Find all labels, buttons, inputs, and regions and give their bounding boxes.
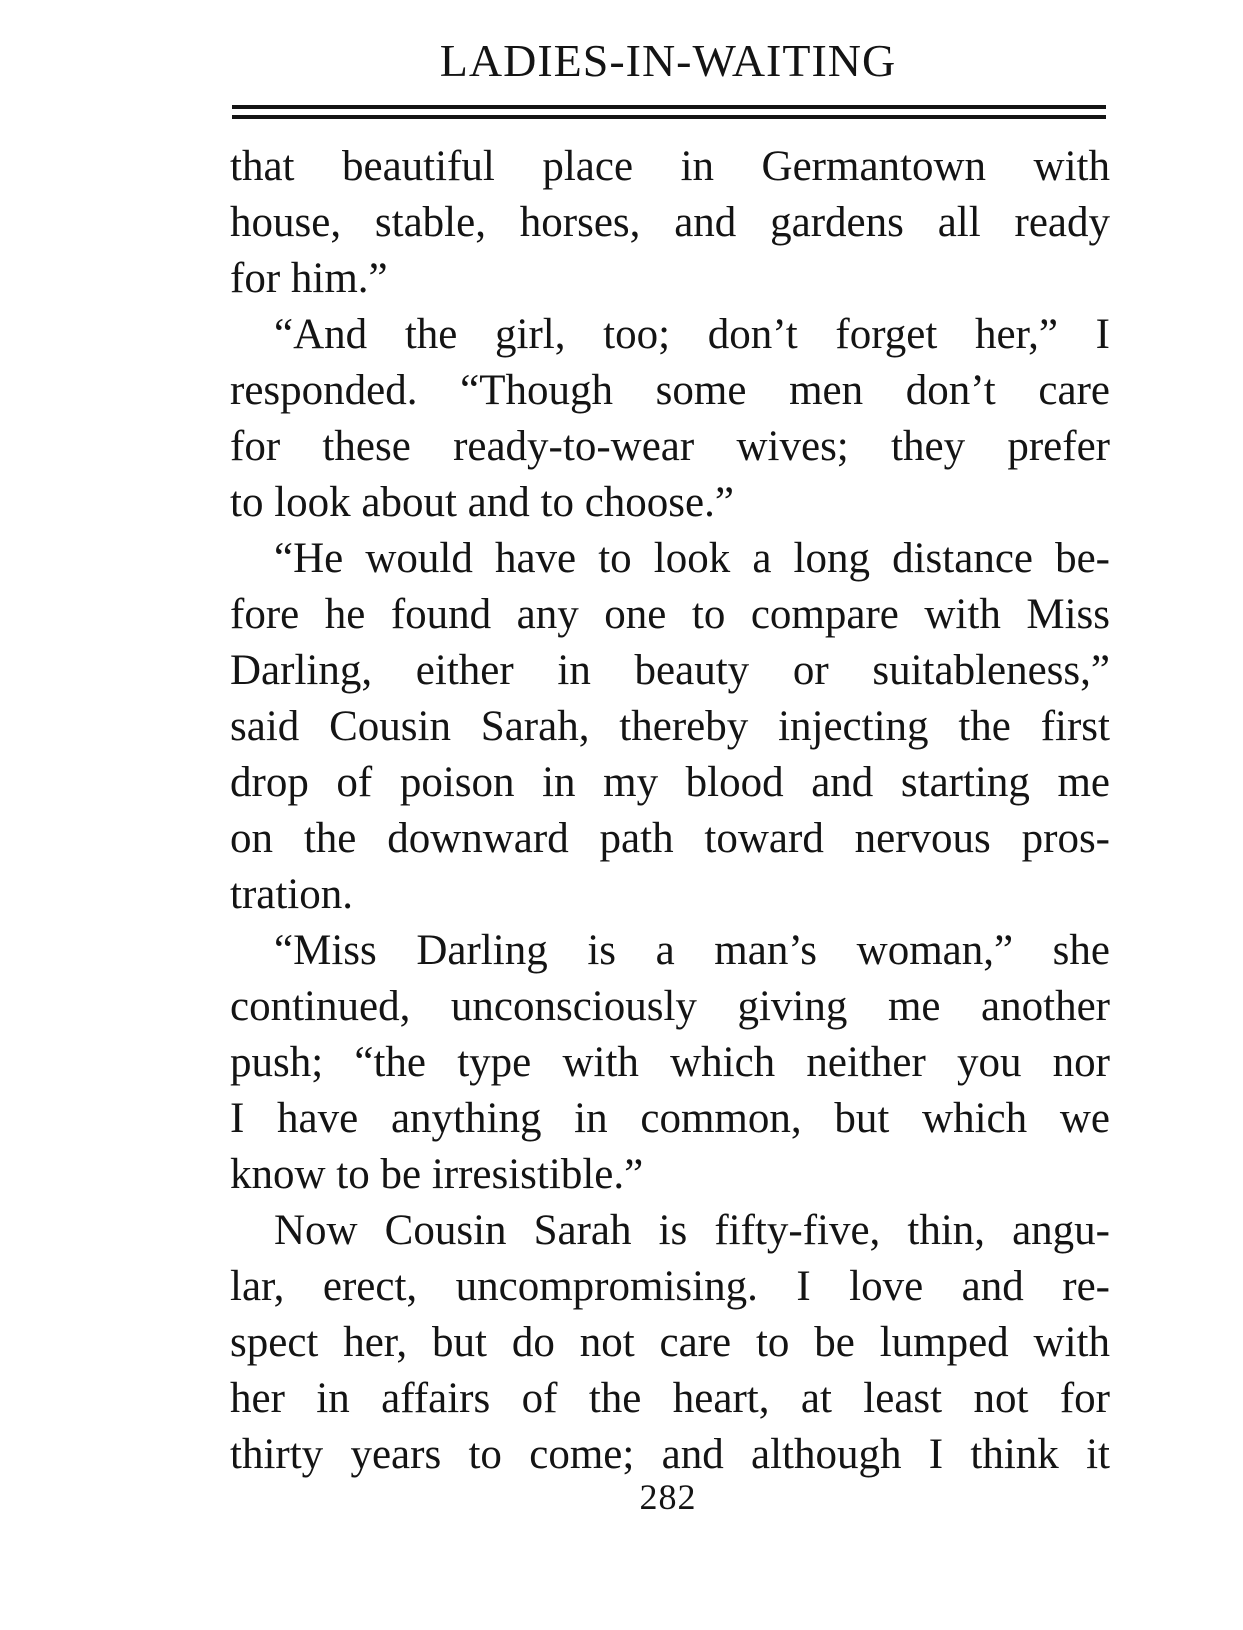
text-line: to look about and to choose.” xyxy=(230,479,734,526)
running-head: LADIES-IN-WAITING xyxy=(439,35,897,86)
text-line: know to be irresistible.” xyxy=(230,1151,644,1198)
text-line: on the downward path toward nervous pros- xyxy=(230,815,1110,862)
body-text xyxy=(230,139,1110,1483)
text-line: tration. xyxy=(230,871,353,918)
text-line: that beautiful place in Germantown with xyxy=(230,143,1110,190)
text-line: house, stable, horses, and gardens all ready xyxy=(230,199,1110,246)
text-line: her in affairs of the heart, at least not for xyxy=(230,1375,1110,1422)
text-line: said Cousin Sarah, thereby injecting the first xyxy=(230,703,1110,750)
text-line: for him.” xyxy=(230,255,388,302)
text-line: Darling, either in beauty or suitableness,” xyxy=(230,647,1110,694)
header-rule-bottom xyxy=(232,115,1106,119)
text-line: drop of poison in my blood and starting me xyxy=(230,759,1110,806)
text-line: for these ready-to-wear wives; they prefer xyxy=(230,423,1110,470)
text-line: “And the girl, too; don’t forget her,” I xyxy=(274,311,1110,358)
text-line: push; “the type with which neither you nor xyxy=(230,1039,1110,1086)
header-rule-top xyxy=(232,105,1106,109)
text-line: fore he found any one to compare with Miss xyxy=(230,591,1110,638)
text-line: “Miss Darling is a man’s woman,” she xyxy=(274,927,1110,974)
text-line: responded. “Though some men don’t care xyxy=(230,367,1110,414)
text-line: spect her, but do not care to be lumped with xyxy=(230,1319,1110,1366)
text-line: I have anything in common, but which we xyxy=(230,1095,1110,1142)
text-line: continued, unconsciously giving me another xyxy=(230,983,1110,1030)
page-number: 282 xyxy=(639,1477,697,1517)
text-line: thirty years to come; and although I think it xyxy=(230,1431,1110,1478)
text-line: Now Cousin Sarah is fifty-five, thin, angu- xyxy=(274,1207,1110,1254)
text-line: lar, erect, uncompromising. I love and re- xyxy=(230,1263,1110,1310)
text-line: “He would have to look a long distance be- xyxy=(274,535,1110,582)
